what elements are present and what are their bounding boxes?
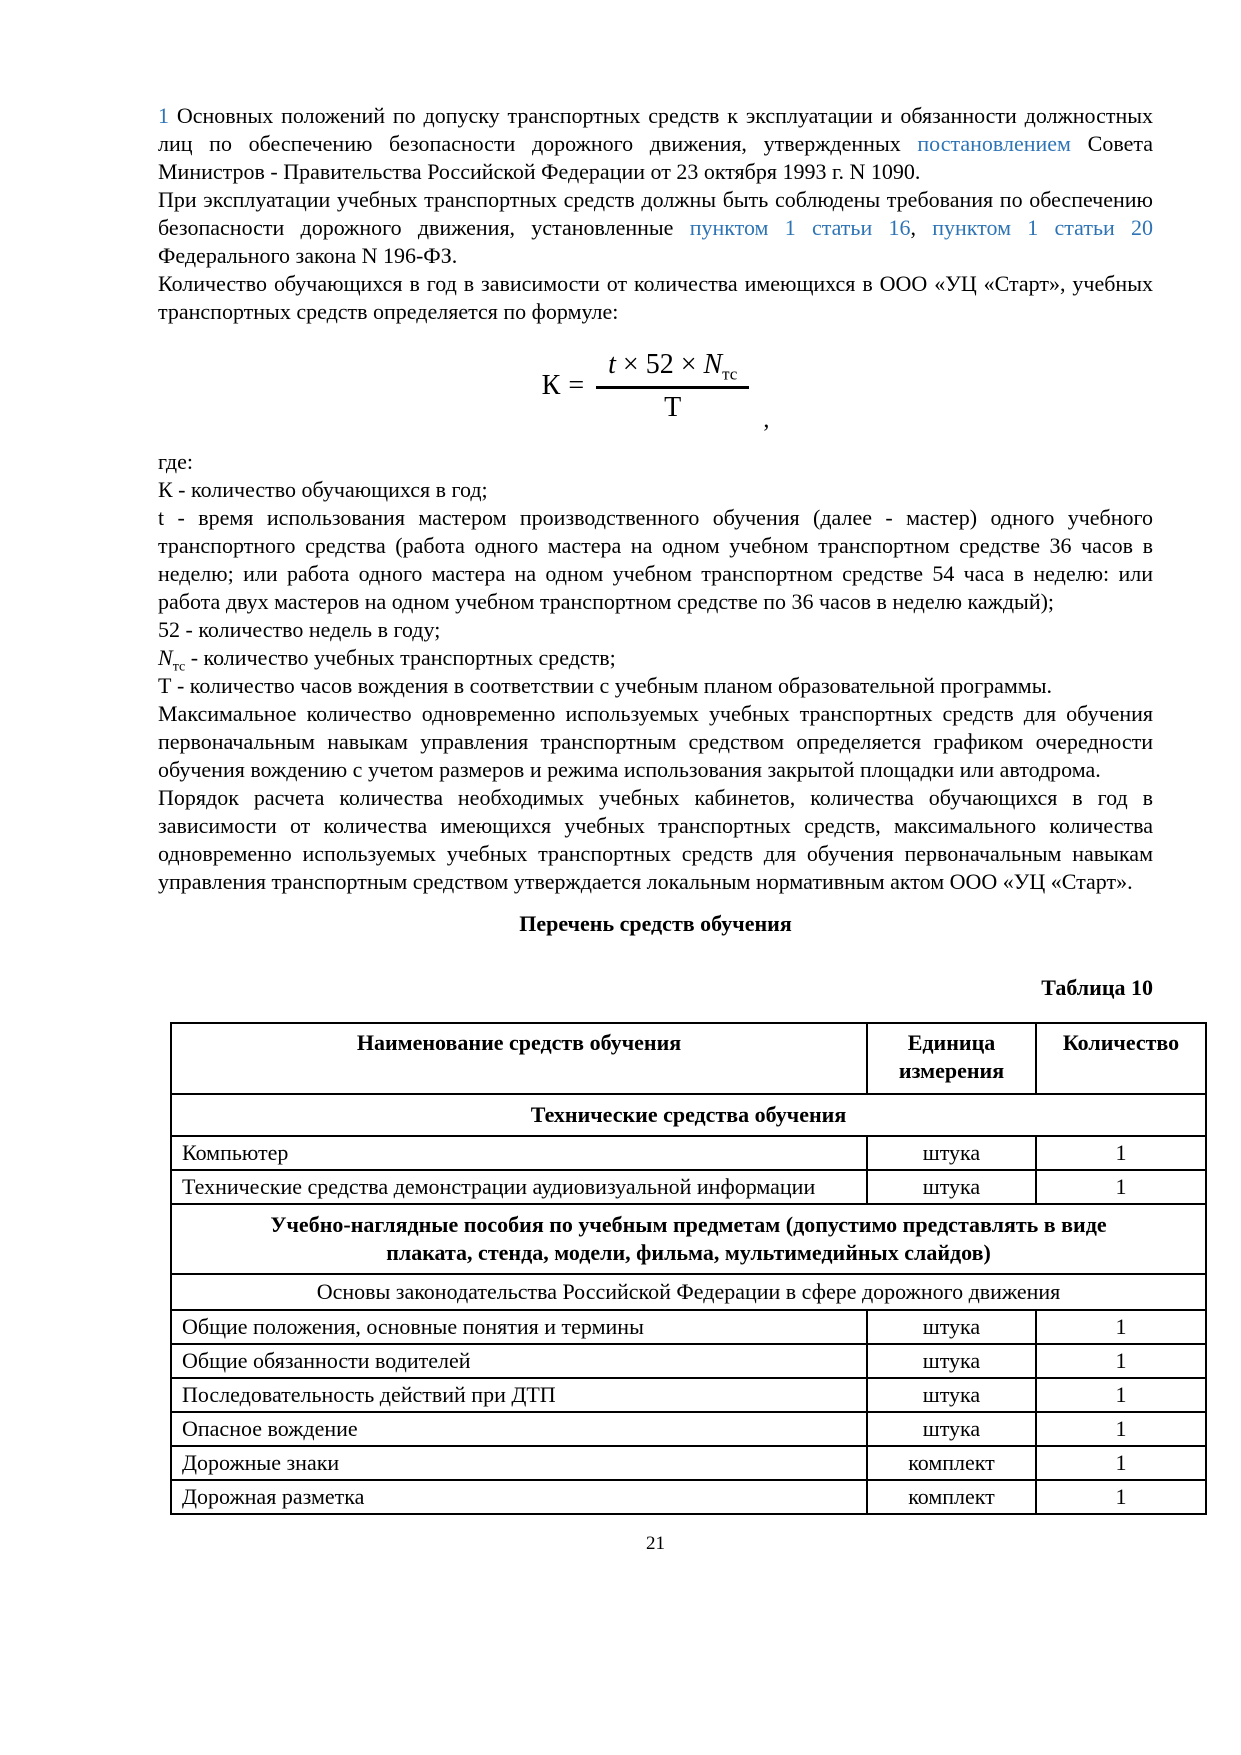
- formula: [541, 349, 770, 434]
- table-row: [171, 1344, 1206, 1378]
- subsection-title: Основы законодательства Российской Федерации в сфере дорожного движения: [171, 1274, 1206, 1310]
- quantity-cell: 1: [1036, 1136, 1206, 1170]
- item-name-cell: Общие обязанности водителей: [171, 1344, 867, 1378]
- table-section-row: [171, 1204, 1206, 1274]
- quantity-cell: 1: [1036, 1344, 1206, 1378]
- unit-cell: комплект: [867, 1446, 1036, 1480]
- formula-lhs: К: [541, 370, 561, 402]
- formula-block: [158, 349, 1153, 434]
- item-name-cell: Дорожные знаки: [171, 1446, 867, 1480]
- paragraph-text: Федерального закона N 196-ФЗ.: [158, 243, 458, 268]
- training-means-table: [170, 1022, 1207, 1515]
- unit-cell: штука: [867, 1344, 1036, 1378]
- unit-cell: штука: [867, 1136, 1036, 1170]
- item-name-cell: Компьютер: [171, 1136, 867, 1170]
- definitions-intro: где:: [158, 448, 193, 474]
- paragraph-max-vehicles: Максимальное количество одновременно используемых учебных транспортных средств для обучения первоначальным навыкам управления транспортным средством определяется графиком очередности обучения вождению с учетом размеров и режима использования закрытой площадки или автодрома.: [158, 700, 1153, 782]
- paragraph-provisions: [158, 102, 1153, 186]
- unit-cell: штука: [867, 1170, 1036, 1204]
- paragraph-text: При эксплуатации учебных транспортных средств должны быть соблюдены требования по обеспечению безопасности дорожного движения, установленные: [158, 187, 1153, 240]
- table-row: [171, 1170, 1206, 1204]
- definitions-list: [158, 448, 1153, 700]
- item-name-cell: Последовательность действий при ДТП: [171, 1378, 867, 1412]
- times-sign: ×: [622, 349, 639, 380]
- var-N: N: [703, 349, 723, 380]
- section-title: Технические средства обучения: [171, 1094, 1206, 1136]
- numerator: [596, 350, 749, 389]
- table-row: [171, 1136, 1206, 1170]
- unit-cell: штука: [867, 1310, 1036, 1344]
- paragraph-text: Основных положений по допуску транспортных средств к эксплуатации и обязанности должностных лиц по обеспечению безопасности дорожного движения, утвержденных: [158, 103, 1153, 156]
- paragraph-calculation-order: Порядок расчета количества необходимых учебных кабинетов, количества обучающихся в год в зависимости от количества имеющихся учебных транспортных средств, максимального количества одновременно используемых учебных транспортных средств для обучения первоначальным навыкам управления транспортным средством утверждается локальным нормативным актом ООО «УЦ «Старт».: [158, 784, 1153, 894]
- definition-t: t - время использования мастером производственного обучения (далее - мастер) одного учебного транспортного средства (работа одного мастера на одном учебном транспортном средстве 36 часов в неделю; или работа одного мастера на одном учебном транспортном средстве 54 часа в неделю: или работа двух мастеров на одном учебном транспортном средстве по 36 часов в неделю каждый);: [158, 504, 1153, 614]
- column-header-quantity: Количество: [1036, 1023, 1206, 1094]
- section-heading: Перечень средств обучения: [519, 910, 792, 936]
- subscript-ts: тс: [722, 364, 738, 384]
- link-resolution[interactable]: постановлением: [917, 131, 1071, 156]
- item-name-cell: Дорожная разметка: [171, 1480, 867, 1514]
- quantity-cell: 1: [1036, 1412, 1206, 1446]
- page-number: 21: [646, 1532, 665, 1554]
- link-article-20[interactable]: пунктом 1 статьи 20: [932, 215, 1153, 240]
- quantity-cell: 1: [1036, 1310, 1206, 1344]
- column-header-name: Наименование средств обучения: [171, 1023, 867, 1094]
- table-row: [171, 1378, 1206, 1412]
- unit-cell: штука: [867, 1378, 1036, 1412]
- definition-52: 52 - количество недель в году;: [158, 616, 441, 642]
- link-item-1[interactable]: 1: [158, 103, 169, 128]
- paragraph-text: Совета Министров - Правительства Российской Федерации от 23 октября 1993 г. N 1090.: [158, 131, 1153, 184]
- formula-comma: ,: [763, 407, 770, 434]
- definition-text: - количество учебных транспортных средств;: [185, 644, 616, 670]
- definition-k: К - количество обучающихся в год;: [158, 476, 488, 502]
- definition-n: [158, 644, 1153, 672]
- table-row: [171, 1412, 1206, 1446]
- paragraph-operation-requirements: [158, 186, 1153, 270]
- unit-cell: комплект: [867, 1480, 1036, 1514]
- item-name-cell: Общие положения, основные понятия и термины: [171, 1310, 867, 1344]
- paragraph-text: ,: [910, 215, 933, 240]
- var-N: N: [158, 644, 173, 670]
- table-header-row: [171, 1023, 1206, 1094]
- quantity-cell: 1: [1036, 1480, 1206, 1514]
- column-header-unit: Единица измерения: [867, 1023, 1036, 1094]
- item-name-cell: Технические средства демонстрации аудиовизуальной информации: [171, 1170, 867, 1204]
- const-52: 52: [645, 349, 674, 380]
- equals-sign: =: [568, 370, 585, 402]
- link-article-16[interactable]: пунктом 1 статьи 16: [689, 215, 911, 240]
- var-t: t: [608, 349, 616, 380]
- table-label: Таблица 10: [1041, 974, 1153, 1000]
- table-row: [171, 1480, 1206, 1514]
- unit-cell: штука: [867, 1412, 1036, 1446]
- times-sign: ×: [680, 349, 697, 380]
- table-subsection-row: [171, 1274, 1206, 1310]
- table-row: [171, 1446, 1206, 1480]
- quantity-cell: 1: [1036, 1378, 1206, 1412]
- table-section-row: [171, 1094, 1206, 1136]
- table-row: [171, 1310, 1206, 1344]
- definition-T: Т - количество часов вождения в соответствии с учебным планом образовательной программы.: [158, 672, 1052, 698]
- quantity-cell: 1: [1036, 1170, 1206, 1204]
- denominator: Т: [664, 391, 682, 423]
- item-name-cell: Опасное вождение: [171, 1412, 867, 1446]
- quantity-cell: 1: [1036, 1446, 1206, 1480]
- subscript-ts: тс: [172, 658, 186, 674]
- fraction: [596, 350, 749, 424]
- paragraph-students-count: Количество обучающихся в год в зависимости от количества имеющихся в ООО «УЦ «Старт», учебных транспортных средств определяется по формуле:: [158, 271, 1153, 324]
- section-title: Учебно-наглядные пособия по учебным предметам (допустимо представлять в виде плаката, стенда, модели, фильма, мультимедийных слайдов): [171, 1204, 1206, 1274]
